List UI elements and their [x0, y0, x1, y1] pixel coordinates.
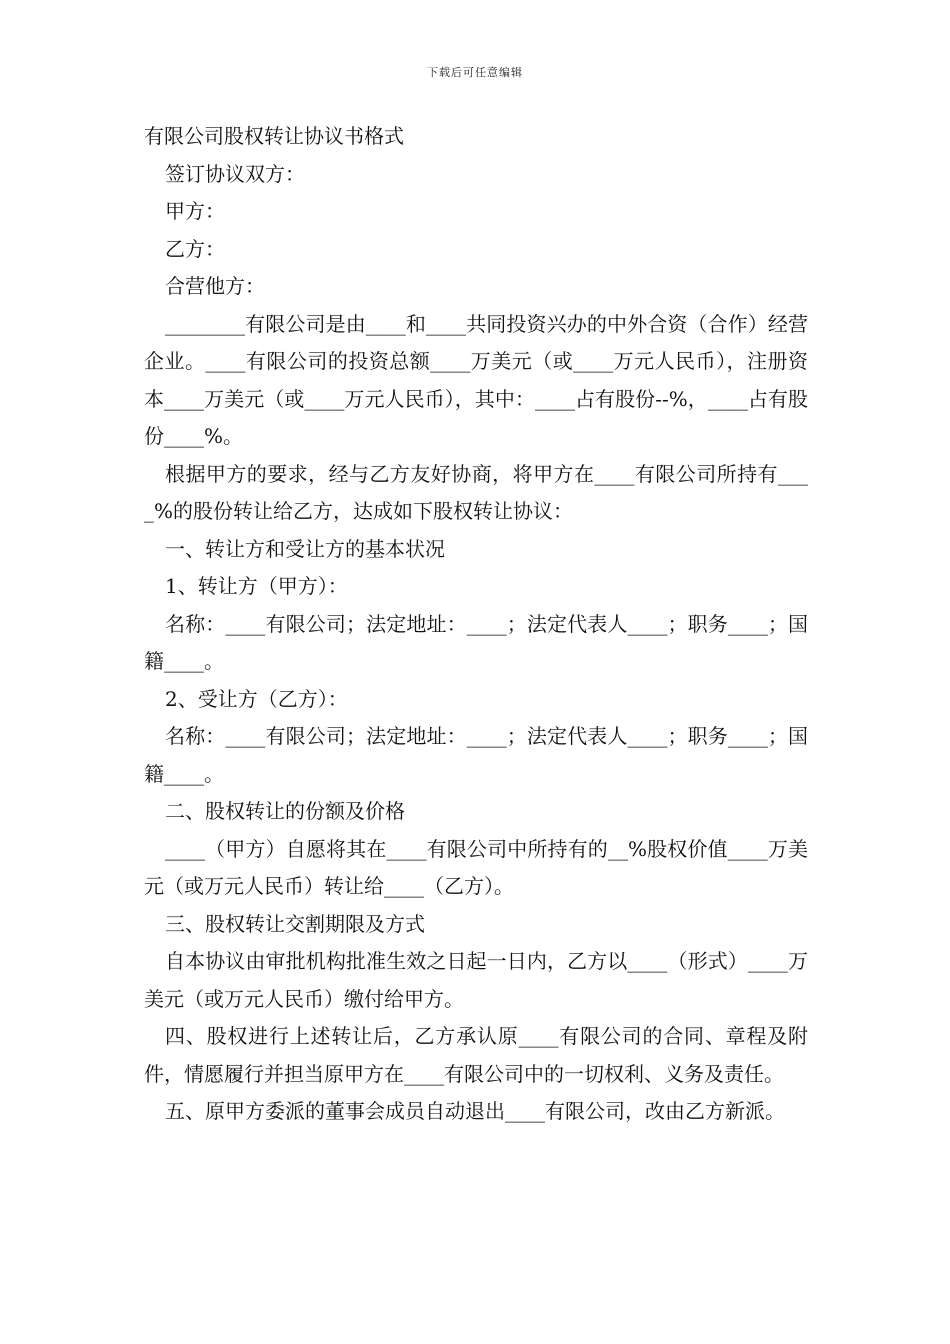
paragraph-party-b: 乙方： [165, 236, 225, 261]
section-heading-3: 三、股权转让交割期限及方式 [165, 911, 425, 936]
paragraph-transferor-details: 名称：____有限公司；法定地址：____；法定代表人____；职务____；国籍____。 [144, 611, 808, 673]
subheading-transferee: 2、受让方（乙方）： [165, 686, 348, 711]
document-title: 有限公司股权转让协议书格式 [144, 124, 404, 148]
paragraph-parties: 签订协议双方： [165, 161, 305, 186]
paragraph-section-4: 四、股权进行上述转让后，乙方承认原____有限公司的合同、章程及附件，情愿履行并担当原甲方在____有限公司中的一切权利、义务及责任。 [144, 1024, 808, 1086]
paragraph-company-intro: ________有限公司是由____和____共同投资兴办的中外合资（合作）经营企业。____有限公司的投资总额____万美元（或____万元人民币），注册资本____万美元（或____万元人民币），其中：____占有股份--%，____占有股份____%。 [144, 311, 808, 448]
paragraph-agreement-basis: 根据甲方的要求，经与乙方友好协商，将甲方在____有限公司所持有____%的股份转让给乙方，达成如下股权转让协议： [144, 461, 808, 523]
paragraph-delivery-terms: 自本协议由审批机构批准生效之日起一日内，乙方以____（形式）____万美元（或万元人民币）缴付给甲方。 [144, 949, 808, 1011]
document-body [144, 118, 808, 1131]
paragraph-party-a: 甲方： [165, 199, 225, 223]
paragraph-section-5: 五、原甲方委派的董事会成员自动退出____有限公司，改由乙方新派。 [165, 1099, 785, 1123]
paragraph-share-price: ____（甲方）自愿将其在____有限公司中所持有的__%股权价值____万美元（或万元人民币）转让给____（乙方）。 [144, 836, 808, 898]
section-heading-1: 一、转让方和受让方的基本状况 [165, 536, 445, 561]
page-header: 下载后可任意编辑 [427, 66, 523, 79]
subheading-transferor: 1、转让方（甲方）： [165, 574, 348, 598]
paragraph-transferee-details: 名称：____有限公司；法定地址：____；法定代表人____；职务____；国籍____。 [144, 724, 808, 786]
section-heading-2: 二、股权转让的份额及价格 [165, 799, 405, 823]
paragraph-other-party: 合营他方： [165, 274, 265, 298]
